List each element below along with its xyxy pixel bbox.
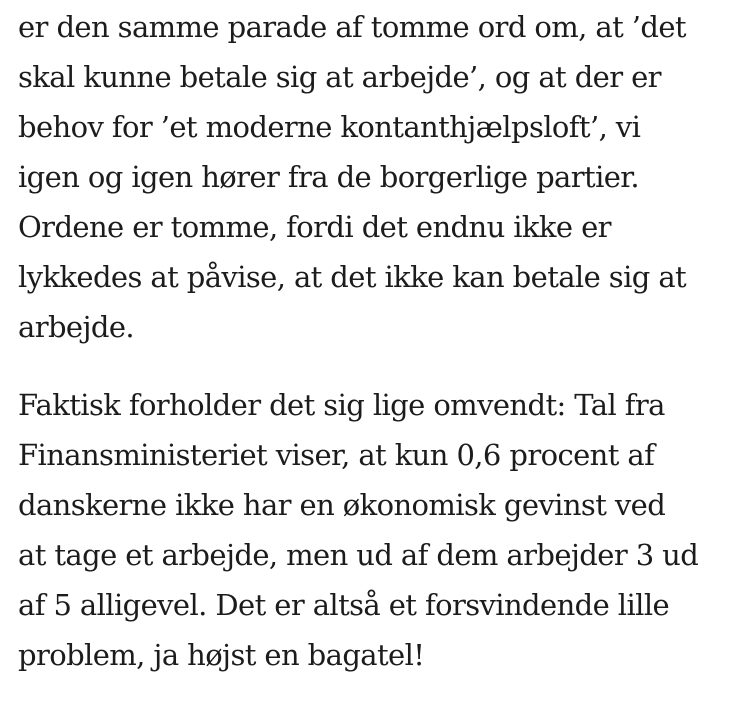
text-line: af 5 alligevel. Det er altså et forsvindende lille — [18, 588, 670, 622]
text-line: lykkedes at påvise, at det ikke kan betale sig at — [18, 260, 687, 294]
text-line: Finansministeriet viser, at kun 0,6 procent af — [18, 438, 655, 472]
text-line: arbejde. — [18, 310, 135, 344]
paragraph-1 — [18, 0, 740, 352]
article-body — [18, 0, 740, 680]
text-line: behov for ’et moderne kontanthjælpsloft’, vi — [18, 110, 641, 144]
paragraph-2 — [18, 380, 740, 680]
text-line: at tage et arbejde, men ud af dem arbejder 3 ud — [18, 538, 699, 572]
text-line: problem, ja højst en bagatel! — [18, 638, 425, 672]
text-line: danskerne ikke har en økonomisk gevinst ved — [18, 488, 666, 522]
text-line: Faktisk forholder det sig lige omvendt: Tal fra — [18, 388, 665, 422]
text-line: skal kunne betale sig at arbejde’, og at der er — [18, 60, 661, 94]
text-line: igen og igen hører fra de borgerlige partier. — [18, 160, 639, 194]
text-line: Ordene er tomme, fordi det endnu ikke er — [18, 210, 611, 244]
text-line: er den samme parade af tomme ord om, at ’det — [18, 10, 686, 44]
